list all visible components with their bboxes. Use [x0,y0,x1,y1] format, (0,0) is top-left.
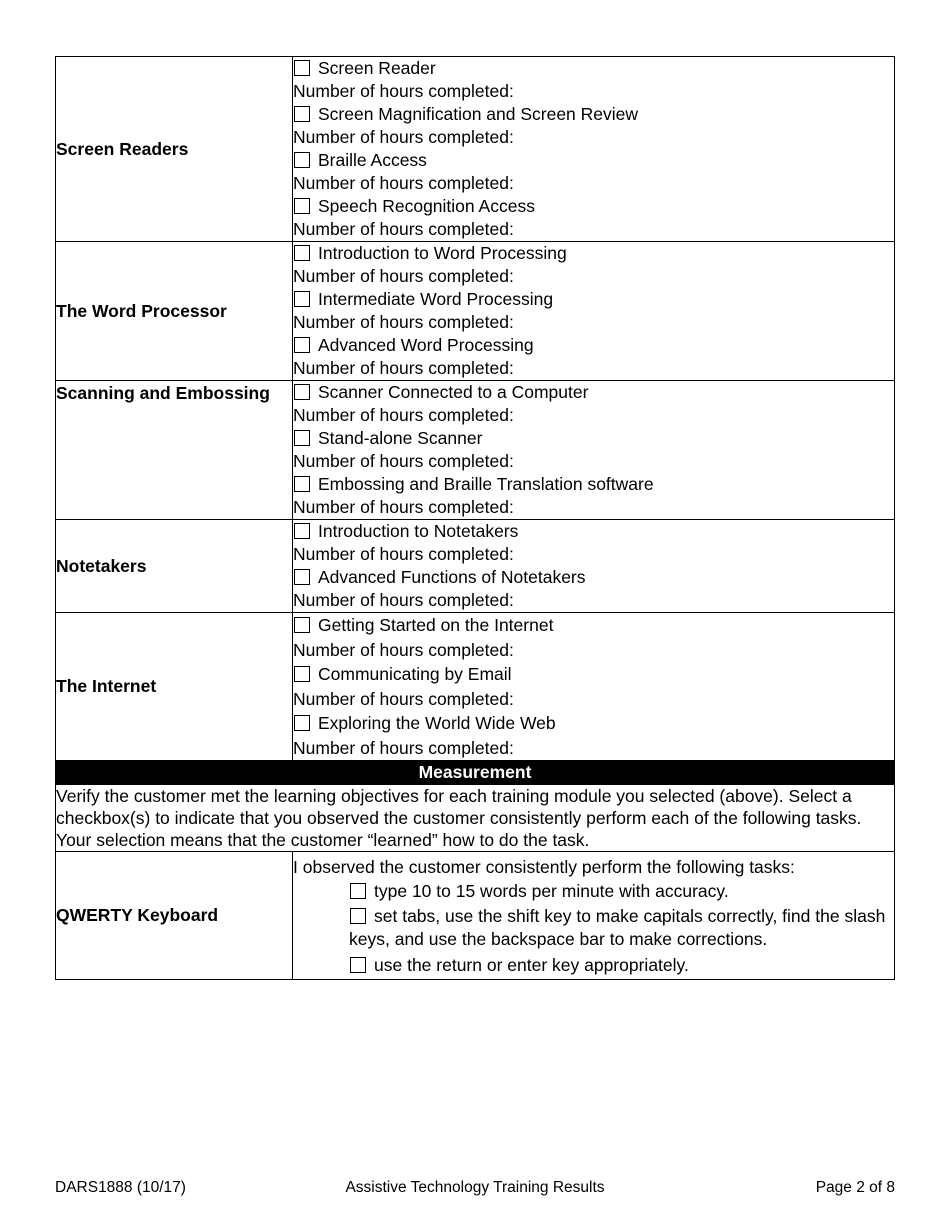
checkbox[interactable] [294,617,310,633]
option-row [293,566,894,589]
checkbox[interactable] [294,106,310,122]
option-label: Screen Reader [318,58,436,78]
option-row [293,662,894,687]
measurement-instructions: Verify the customer met the learning objectives for each training module you selected (above). Select a checkbox(s) to indicate that you observed the customer consistently perform each of the following tasks. Your selection means that the customer “learned” how to do the task. [56,785,895,852]
section-title: The Internet [56,613,293,761]
section-notetakers [56,520,895,613]
hours-label: Number of hours completed: [293,358,514,378]
hours-label: Number of hours completed: [293,219,514,239]
checkbox[interactable] [294,430,310,446]
task-label: use the return or enter key appropriately. [374,955,689,975]
option-label: Screen Magnification and Screen Review [318,104,639,124]
task-row [293,880,894,903]
option-label: Stand-alone Scanner [318,428,483,448]
checkbox[interactable] [294,666,310,682]
checkbox[interactable] [294,476,310,492]
option-label: Scanner Connected to a Computer [318,382,589,402]
option-label: Communicating by Email [318,664,512,684]
checkbox[interactable] [294,384,310,400]
footer-title: Assistive Technology Training Results [345,1179,605,1196]
hours-label: Number of hours completed: [293,81,514,101]
hours-label: Number of hours completed: [293,688,514,709]
hours-label: Number of hours completed: [293,544,514,564]
checkbox[interactable] [294,337,310,353]
section-qwerty [56,852,895,980]
section-title: Screen Readers [56,57,293,242]
option-row [293,195,894,218]
section-title: Scanning and Embossing [56,381,293,520]
option-label: Getting Started on the Internet [318,615,554,635]
task-label: type 10 to 15 words per minute with accuracy. [374,881,729,901]
checkbox[interactable] [294,523,310,539]
hours-label: Number of hours completed: [293,590,514,610]
section-title: Notetakers [56,520,293,613]
training-table [55,56,895,980]
option-row [293,520,894,543]
section-screen-readers [56,57,895,242]
hours-label: Number of hours completed: [293,737,514,758]
hours-label: Number of hours completed: [293,405,514,425]
measurement-header: Measurement [56,761,895,785]
checkbox[interactable] [294,245,310,261]
option-row [293,711,894,736]
option-row [293,149,894,172]
checkbox[interactable] [294,198,310,214]
option-label: Advanced Word Processing [318,335,534,355]
hours-label: Number of hours completed: [293,127,514,147]
option-label: Exploring the World Wide Web [318,713,556,733]
checkbox[interactable] [350,908,366,924]
option-row [293,334,894,357]
page-footer [55,1179,895,1199]
option-label: Introduction to Notetakers [318,521,519,541]
instructions-row [56,785,895,852]
option-label: Advanced Functions of Notetakers [318,567,586,587]
section-title: The Word Processor [56,242,293,381]
hours-label: Number of hours completed: [293,312,514,332]
task-row [293,903,894,951]
hours-label: Number of hours completed: [293,497,514,517]
section-internet [56,613,895,761]
option-label: Introduction to Word Processing [318,243,567,263]
section-title: QWERTY Keyboard [56,852,293,980]
option-row [293,613,894,638]
checkbox[interactable] [294,60,310,76]
checkbox[interactable] [294,569,310,585]
checkbox[interactable] [294,291,310,307]
option-row [293,427,894,450]
task-label: set tabs, use the shift key to make capitals correctly, find the slash keys, and use the backspace bar to make corrections. [349,906,886,949]
section-word-processor [56,242,895,381]
option-row [293,288,894,311]
hours-label: Number of hours completed: [293,173,514,193]
option-label: Intermediate Word Processing [318,289,554,309]
option-label: Embossing and Braille Translation software [318,474,654,494]
option-row [293,381,894,404]
checkbox[interactable] [350,957,366,973]
page-number: Page 2 of 8 [815,1179,895,1196]
section-scanning [56,381,895,520]
option-row [293,473,894,496]
option-label: Speech Recognition Access [318,196,535,216]
hours-label: Number of hours completed: [293,266,514,286]
option-row [293,103,894,126]
checkbox[interactable] [294,715,310,731]
form-id: DARS1888 (10/17) [55,1179,186,1196]
measurement-header-row [56,761,895,785]
option-row [293,242,894,265]
checkbox[interactable] [294,152,310,168]
task-row [293,951,894,977]
option-label: Braille Access [318,150,427,170]
hours-label: Number of hours completed: [293,451,514,471]
checkbox[interactable] [350,883,366,899]
hours-label: Number of hours completed: [293,639,514,660]
option-row [293,57,894,80]
qwerty-intro: I observed the customer consistently perform the following tasks: [293,857,795,877]
